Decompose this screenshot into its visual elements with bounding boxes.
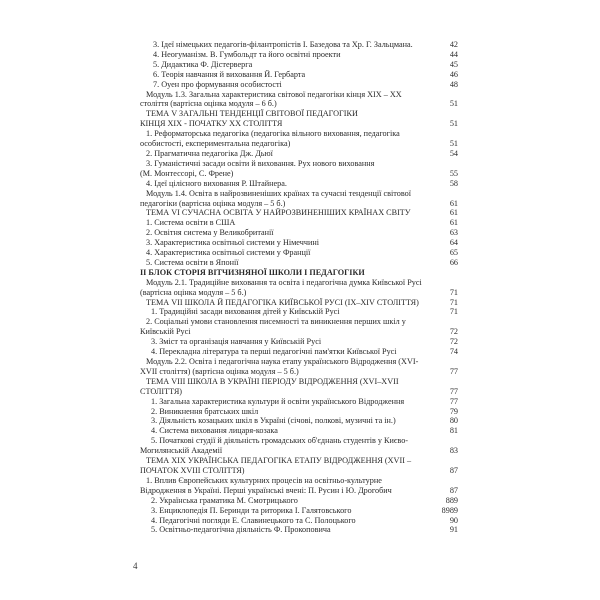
toc-entry (140, 506, 458, 516)
toc-entry-text: 3. Енциклопедія П. Беринди та риторика І. Галятовського (151, 505, 352, 515)
toc-entry (140, 525, 458, 535)
toc-entry-text: (вартісна оцінка модуля – 5 б.) (140, 287, 247, 297)
toc-entry (140, 367, 458, 377)
toc-entry (140, 50, 458, 60)
toc-entry-text: 5. Початкові студії й діяльність громадських об'єднань студентів у Києво- (151, 436, 409, 446)
toc-entry-text: 1. Традиційні засади виховання дітей у Київській Русі (151, 307, 340, 317)
toc-entry (140, 416, 458, 426)
toc-entry-page: 72 (449, 337, 458, 347)
toc-entry-text: 3. Ідеї німецьких педагогів-філантропістів І. Базедова та Хр. Г. Зальцмана. (153, 40, 413, 49)
toc-entry-text: 4. Система виховання лицаря-козака (151, 426, 278, 436)
toc-entry-text: ТЕМА VІ СУЧАСНА ОСВІТА У НАЙРОЗВИНЕНІШИХ КРАЇНАХ СВІТУ (146, 208, 411, 218)
toc-entry-page: 90 (449, 515, 458, 525)
toc-entry-text: 2. Прагматична педагогіка Дж. Дьюї (146, 148, 273, 158)
toc-entry (140, 159, 458, 169)
toc-entry-page: 48 (449, 79, 458, 89)
toc-entry-text: 1. Загальна характеристика культури й освіти українського Відродження (151, 396, 405, 406)
toc-entry-text: 5. Дидактика Ф. Дістерверга (153, 59, 253, 69)
toc-entry-text: ТЕМА ХІХ УКРАЇНСЬКА ПЕДАГОГІКА ЕТАПУ ВІДРОДЖЕННЯ (XVII – (146, 456, 412, 466)
toc-entry-text: 2. Освітня система у Великобританії (146, 228, 274, 238)
toc-entry-page: 61 (449, 198, 458, 208)
toc-entry-page: 83 (449, 446, 458, 456)
toc-entry (140, 278, 458, 288)
toc-entry-text: 2. Соціальні умови становлення писемності та виникнення перших шкіл у (146, 317, 406, 327)
toc-entry-page: 889 (445, 495, 458, 505)
toc-entry-page: 87 (449, 465, 458, 475)
toc-entry (140, 337, 458, 347)
toc-entry-text: 6. Теорія навчання й виховання Й. Гербарта (153, 69, 306, 79)
toc-entry (140, 179, 458, 189)
toc-entry (140, 228, 458, 238)
toc-entry-page: 74 (449, 347, 458, 357)
toc-entry (140, 288, 458, 298)
toc-entry (140, 327, 458, 337)
toc-entry (140, 476, 458, 486)
toc-entry-page: 51 (449, 119, 458, 129)
toc-entry (140, 189, 458, 199)
toc-entry-text: 3. Діяльність козацьких шкіл в Україні (січові, полкові, музичні та ін.) (151, 416, 396, 426)
toc-entry-text: особистості, експериментальна педагогіка) (140, 139, 291, 149)
toc-entry (140, 70, 458, 80)
toc-entry-page: 63 (449, 228, 458, 238)
toc-entry-page: 91 (449, 525, 458, 535)
toc-entry-text: 2. Українська граматика М. Смотрицького (151, 495, 298, 505)
toc-entry (140, 436, 458, 446)
toc-entry-page: 45 (449, 59, 458, 69)
toc-entry-page: 77 (449, 396, 458, 406)
toc-entry-page: 71 (449, 287, 458, 297)
toc-entry-page: 54 (449, 148, 458, 158)
toc-entry (140, 307, 458, 317)
toc-entry (140, 466, 458, 476)
toc-entry (140, 357, 458, 367)
toc-entry-text: Модуль 1.4. Освіта в найрозвиненіших країнах та сучасні тенденції світової (146, 188, 412, 198)
toc-entry-page: 71 (449, 307, 458, 317)
toc-entry-page: 64 (449, 238, 458, 248)
toc-entry-text: Відродження в Україні. Перші українські вчені: П. Русин і Ю. Дрогобич (140, 485, 392, 495)
toc-entry (140, 40, 458, 50)
toc-entry-text: Модуль 1.3. Загальна характеристика світової педагогіки кінця ХІХ – ХХ (146, 89, 402, 99)
toc-entry-page: 8989 (441, 505, 458, 515)
toc-entry-text: 3. Зміст та організація навчання у Київській Русі (151, 337, 322, 347)
toc-entry-page: 44 (449, 49, 458, 59)
page-number: 4 (133, 561, 138, 571)
toc-entry (140, 496, 458, 506)
toc-entry (140, 119, 458, 129)
toc-entry-text: ПОЧАТОК XVIII СТОЛІТТЯ) (140, 465, 245, 475)
toc-entry-text: ТЕМА VІІІ ШКОЛА В УКРАЇНІ ПЕРІОДУ ВІДРОДЖЕННЯ (XVI–XVII (146, 376, 399, 386)
toc-entry-page: 77 (449, 386, 458, 396)
toc-entry-text: КІНЦЯ ХІХ - ПОЧАТКУ ХХ СТОЛІТТЯ (140, 119, 283, 129)
toc-entry (140, 317, 458, 327)
toc-entry-page: 46 (449, 69, 458, 79)
toc-entry-page: 61 (449, 208, 458, 218)
toc-entry-text: 4. Характеристика освітньої системи у Франції (146, 248, 311, 258)
toc-entry (140, 218, 458, 228)
toc-entry-page: 42 (449, 40, 458, 49)
table-of-contents (140, 40, 458, 535)
toc-entry-text: ТЕМА V ЗАГАЛЬНІ ТЕНДЕНЦІЇ СВІТОВОЇ ПЕДАГОГІКИ (146, 109, 358, 119)
toc-entry-text: 4. Педагогічні погляди Е. Славинецького та С. Полоцького (151, 515, 356, 525)
toc-entry-page: 80 (449, 416, 458, 426)
toc-entry-text: 1. Вплив Європейських культурних процесів на освітньо-культурне (146, 475, 382, 485)
toc-entry-text: Київській Русі (140, 327, 191, 337)
toc-entry-page: 71 (449, 297, 458, 307)
toc-entry (140, 99, 458, 109)
toc-entry-page: 58 (449, 178, 458, 188)
toc-entry-text: ІІ БЛОК СТОРІЯ ВІТЧИЗНЯНОЇ ШКОЛИ І ПЕДАГОГІКИ (140, 267, 365, 277)
toc-entry (140, 387, 458, 397)
toc-entry-page: 79 (449, 406, 458, 416)
toc-entry-text: 3. Гуманістичні засади освіти й виховання. Рух нового виховання (146, 158, 375, 168)
toc-entry (140, 347, 458, 357)
toc-entry (140, 486, 458, 496)
toc-entry (140, 377, 458, 387)
toc-entry-page: 51 (449, 139, 458, 149)
toc-entry-text: 4. Неогуманізм. В. Гумбольдт та його освітні проекти (153, 49, 341, 59)
toc-entry-text: 1. Реформаторська педагогіка (педагогіка вільного виховання, педагогіка (146, 129, 400, 139)
toc-entry (140, 426, 458, 436)
toc-entry-page: 61 (449, 218, 458, 228)
toc-entry (140, 169, 458, 179)
toc-entry (140, 446, 458, 456)
toc-entry-page: 66 (449, 257, 458, 267)
toc-entry-text: Модуль 2.2. Освіта і педагогічна наука етапу українського Відродження (XVI- (146, 357, 419, 366)
toc-entry (140, 199, 458, 209)
toc-entry-page: 87 (449, 485, 458, 495)
toc-entry-page: 65 (449, 248, 458, 258)
toc-entry-text: 4. Перекладна література та перші педагогічні пам'ятки Київської Русі (151, 347, 397, 357)
toc-entry-text: ТЕМА VІІ ШКОЛА Й ПЕДАГОГІКА КИЇВСЬКОЇ РУСІ (ІХ–XIV СТОЛІТТЯ) (146, 297, 419, 307)
toc-entry-text: педагогіки (вартісна оцінка модуля – 5 б.) (140, 198, 286, 208)
toc-entry (140, 456, 458, 466)
toc-entry (140, 258, 458, 268)
toc-entry (140, 248, 458, 258)
toc-entry (140, 90, 458, 100)
toc-entry-text: (М. Монтессорі, С. Френе) (140, 168, 234, 178)
toc-entry-text: 1. Система освіти в США (146, 218, 236, 228)
toc-entry-text: 7. Оуен про формування особистості (153, 79, 282, 89)
toc-entry (140, 397, 458, 407)
toc-entry (140, 80, 458, 90)
toc-entry (140, 208, 458, 218)
toc-entry (140, 516, 458, 526)
toc-entry (140, 139, 458, 149)
toc-entry (140, 60, 458, 70)
toc-entry-page: 72 (449, 327, 458, 337)
toc-entry-text: СТОЛІТТЯ) (140, 386, 183, 396)
toc-entry (140, 238, 458, 248)
toc-entry-text: 3. Характеристика освітньої системи у Німеччині (146, 238, 320, 248)
toc-entry (140, 298, 458, 308)
toc-entry (140, 407, 458, 417)
toc-entry (140, 109, 458, 119)
toc-entry-text: 4. Ідеї цілісного виховання Р. Штайнера. (146, 178, 287, 188)
toc-entry-page: 77 (449, 366, 458, 376)
toc-entry-text: XVII століття) (вартісна оцінка модуля – 5 б.) (140, 366, 299, 376)
toc-entry-text: Модуль 2.1. Традиційне виховання та освіта і педагогічна думка Київської Русі (146, 277, 422, 287)
toc-entry-text: 5. Освітньо-педагогічна діяльність Ф. Прокоповича (151, 525, 331, 535)
toc-entry-text: 2. Виникнення братських шкіл (151, 406, 259, 416)
toc-entry (140, 129, 458, 139)
toc-entry (140, 268, 458, 278)
toc-entry-page: 55 (449, 168, 458, 178)
toc-entry-text: Могилянській Академії (140, 446, 223, 456)
toc-entry-text: 5. Система освіти в Японії (146, 257, 239, 267)
toc-entry-page: 81 (449, 426, 458, 436)
toc-entry-page: 51 (449, 99, 458, 109)
toc-entry-text: століття (вартісна оцінка модуля – 6 б.) (140, 99, 277, 109)
toc-entry (140, 149, 458, 159)
